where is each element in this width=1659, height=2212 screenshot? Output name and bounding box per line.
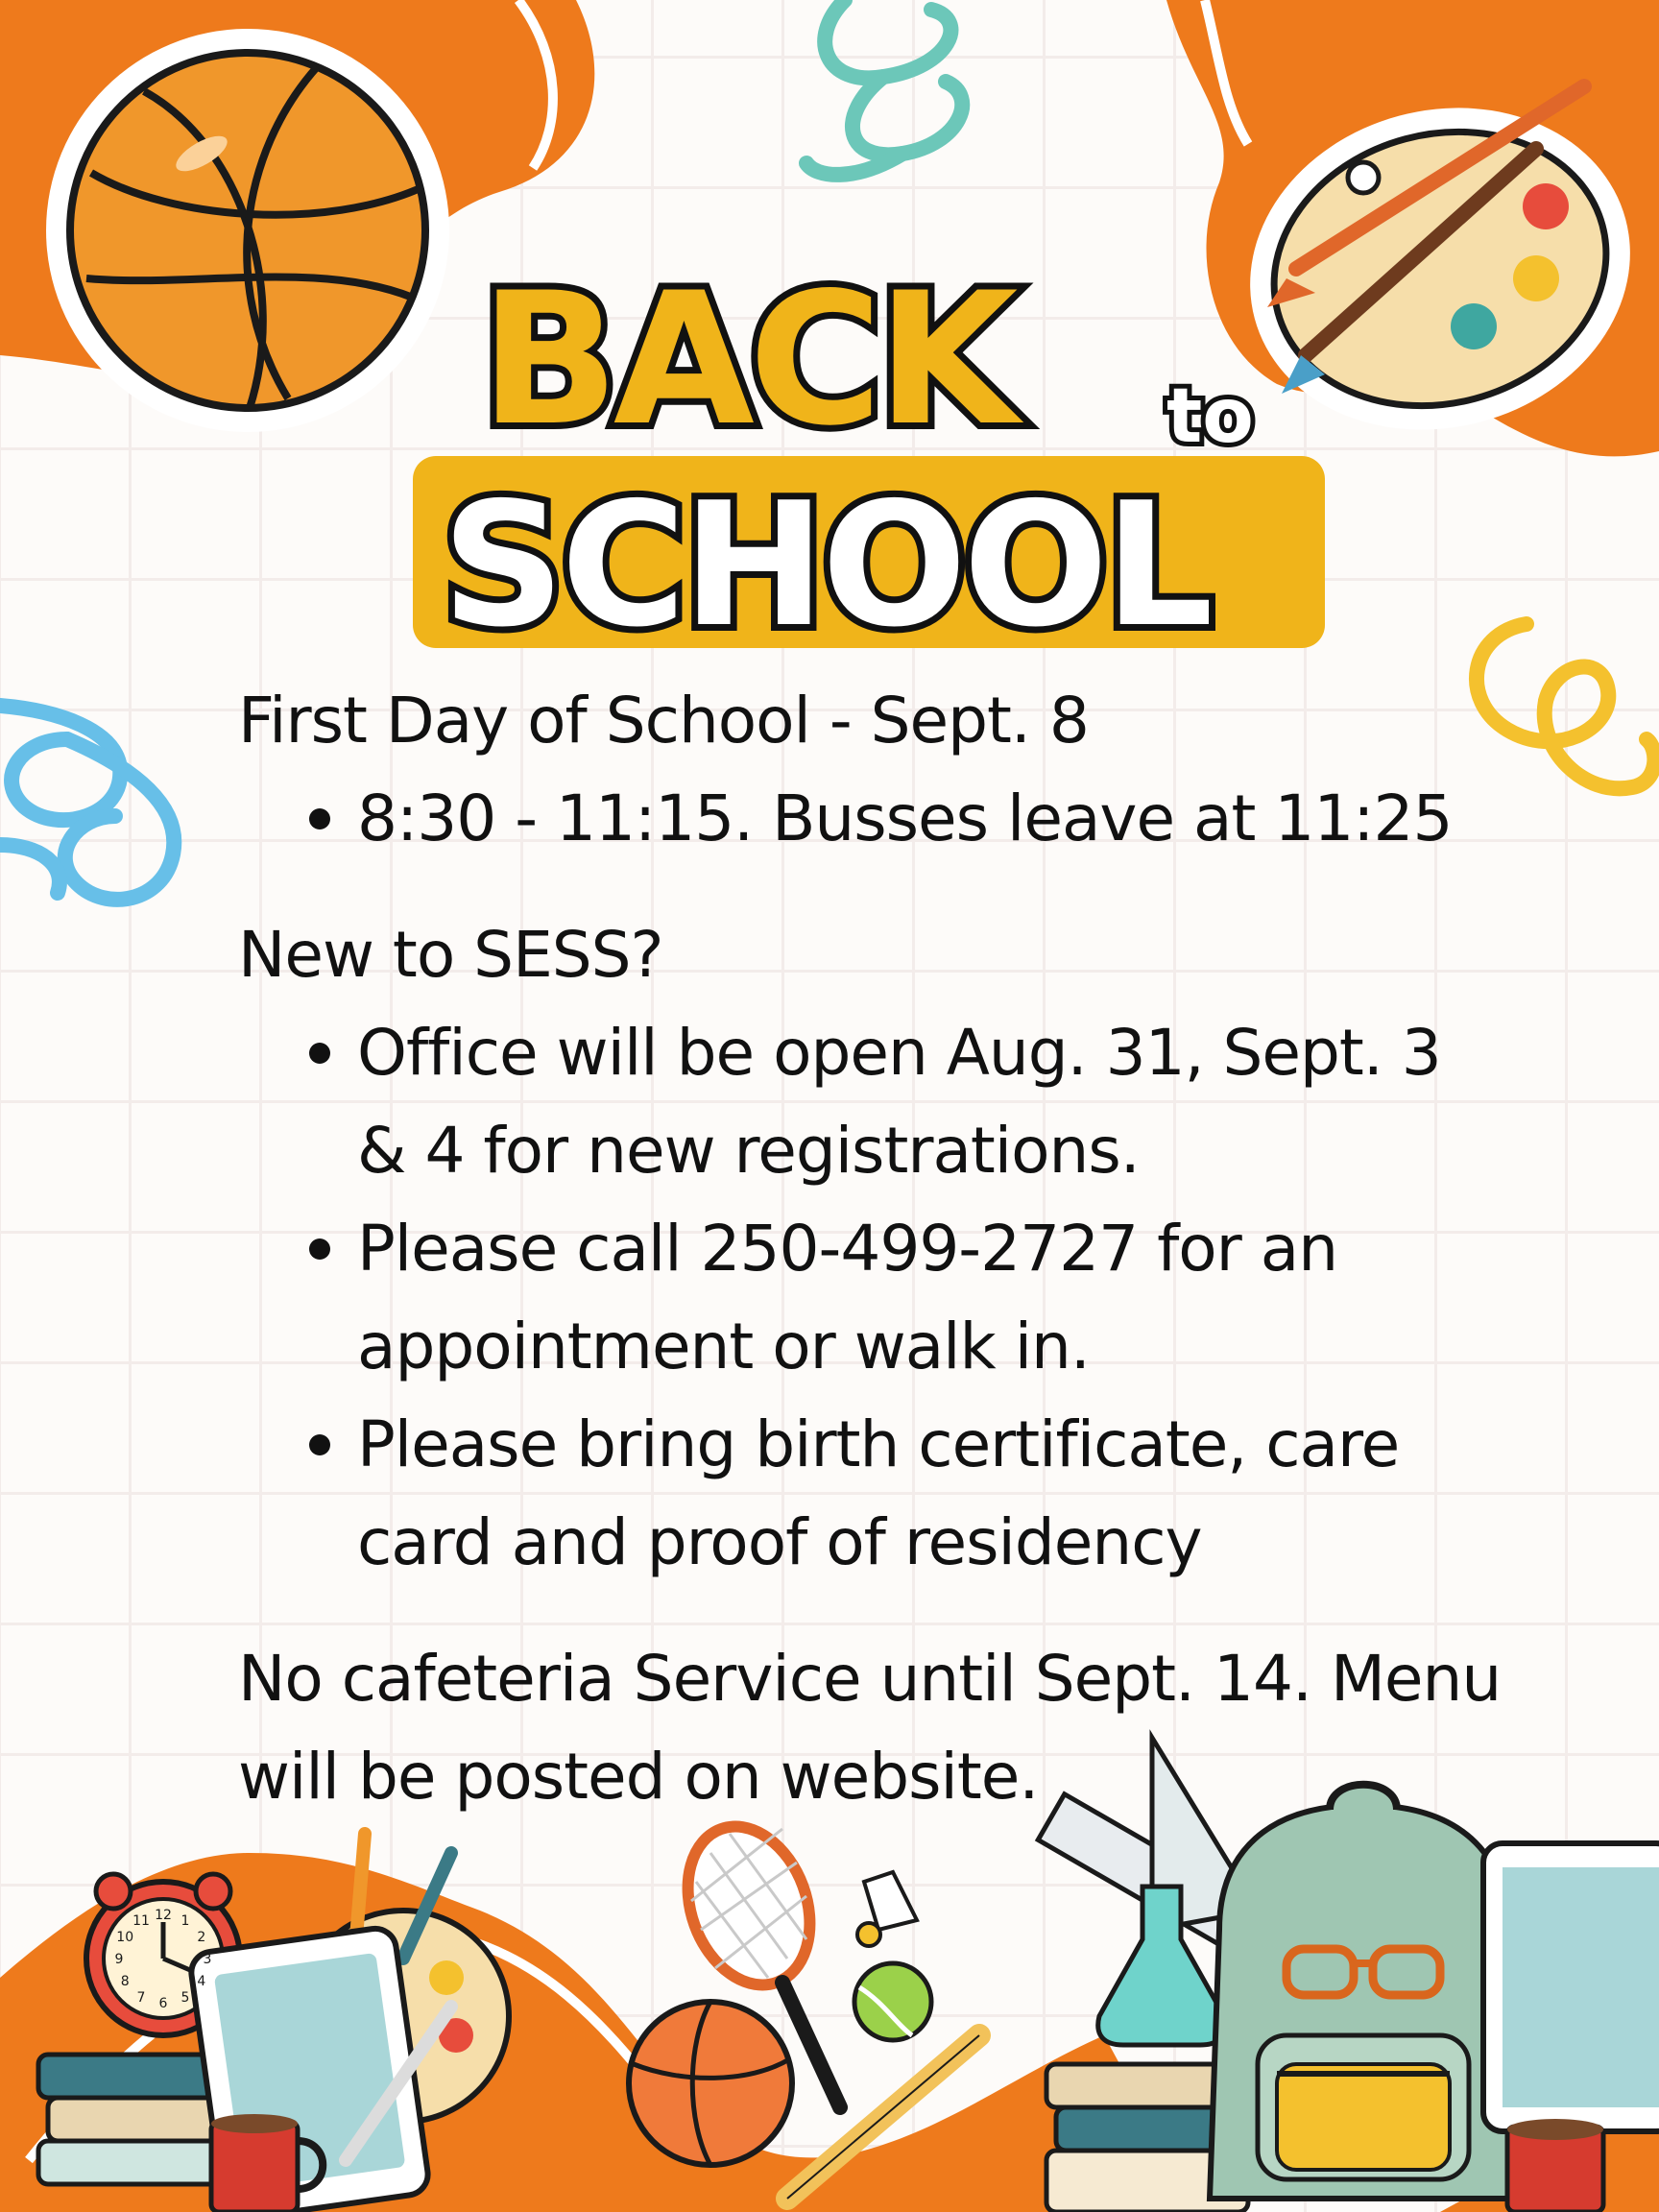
bullet-dot bbox=[309, 1238, 330, 1260]
first-day-heading: First Day of School - Sept. 8 bbox=[238, 684, 1089, 757]
clock-number: 9 bbox=[114, 1952, 124, 1967]
title-school: SCHOOL bbox=[442, 466, 1210, 658]
clock-number: 12 bbox=[155, 1908, 172, 1923]
announcement-content bbox=[238, 672, 1505, 1826]
clock-number: 1 bbox=[180, 1913, 190, 1930]
clock-number: 4 bbox=[197, 1974, 206, 1989]
clock-number: 10 bbox=[116, 1930, 134, 1945]
list-item bbox=[238, 1200, 1505, 1396]
title bbox=[403, 245, 1325, 658]
new-to-sess-list bbox=[238, 1004, 1505, 1592]
title-back: BACK bbox=[480, 253, 1013, 466]
list-item-text: 8:30 - 11:15. Busses leave at 11:25 bbox=[357, 781, 1453, 855]
first-day-list bbox=[238, 770, 1505, 868]
title-to: to bbox=[1166, 373, 1254, 460]
clock-number: 6 bbox=[158, 1996, 168, 2011]
clock-number: 3 bbox=[203, 1952, 212, 1967]
bullet-dot bbox=[309, 1043, 330, 1064]
list-item-text: Please bring birth certificate, care card and proof of residency bbox=[357, 1407, 1400, 1579]
list-item bbox=[238, 1396, 1505, 1592]
list-item bbox=[238, 1004, 1505, 1200]
clock-number: 11 bbox=[132, 1913, 150, 1930]
list-item-text: Office will be open Aug. 31, Sept. 3 & 4 for new registrations. bbox=[357, 1016, 1441, 1188]
clock-number: 7 bbox=[136, 1989, 146, 2006]
clock-number: 2 bbox=[197, 1930, 206, 1945]
bullet-dot bbox=[309, 1434, 330, 1455]
bullet-dot bbox=[309, 808, 330, 830]
clock-number: 8 bbox=[120, 1974, 130, 1989]
list-item-text: Please call 250-499-2727 for an appointment or walk in. bbox=[357, 1212, 1338, 1383]
new-to-sess-heading: New to SESS? bbox=[238, 918, 663, 992]
list-item bbox=[238, 770, 1505, 868]
cafeteria-notice: No cafeteria Service until Sept. 14. Menu will be posted on website. bbox=[238, 1642, 1502, 1814]
clock-number: 5 bbox=[180, 1989, 190, 2006]
